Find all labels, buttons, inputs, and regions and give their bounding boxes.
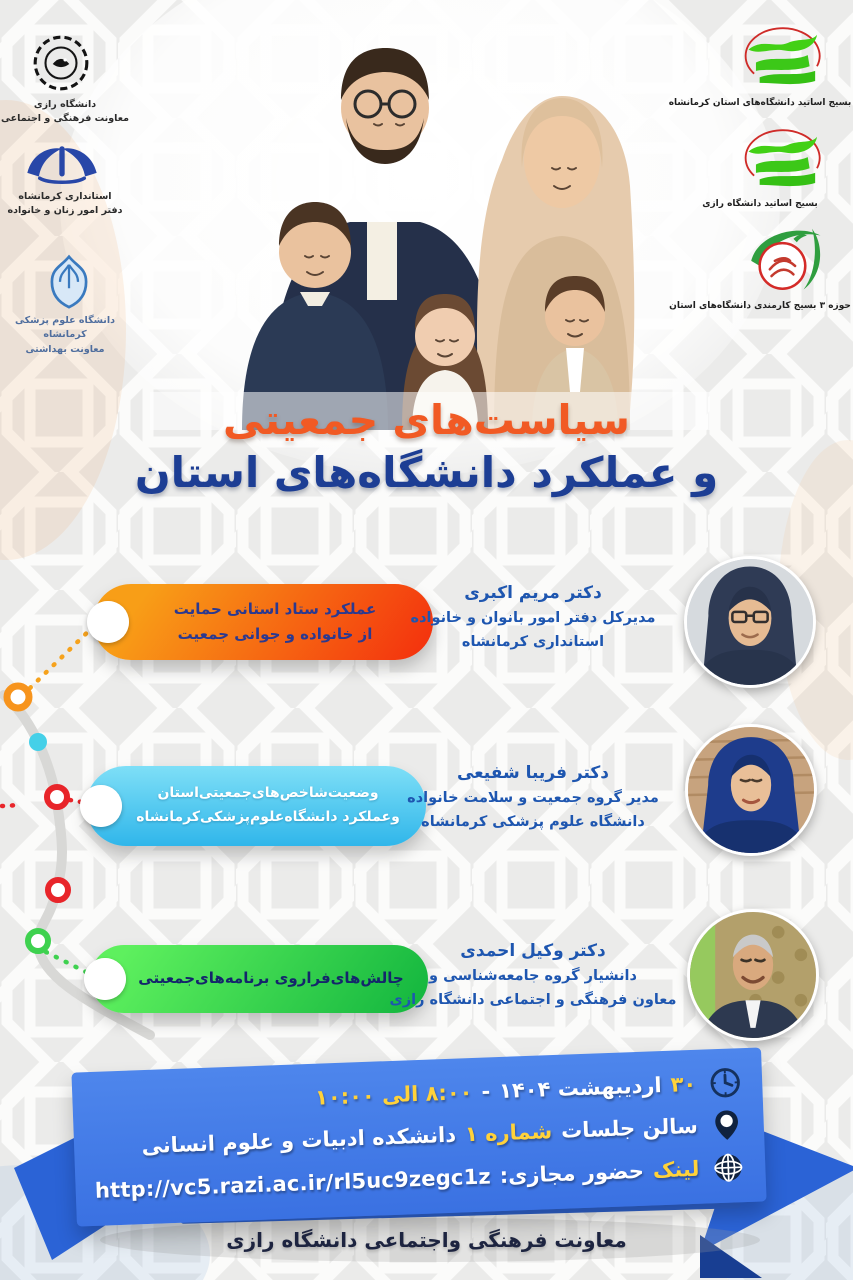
- medical-caption-line1: دانشگاه علوم پزشکی کرمانشاه: [15, 315, 115, 341]
- razi-logo-caption-line2: معاونت فرهنگی و اجتماعی: [1, 113, 129, 125]
- governorate-caption-line1: استانداری کرمانشاه: [18, 191, 112, 202]
- basij-asatid-dove-icon: [730, 122, 830, 196]
- session-2-speaker-role2: دانشگاه علوم پزشکی کرمانشاه: [421, 814, 645, 831]
- session-1-speaker-name: دکتر مریم اکبری: [464, 583, 602, 603]
- timeline-marker-cyan: [29, 733, 47, 751]
- ribbon-hole: [84, 958, 126, 1000]
- basij-asatid-razi-caption-text: بسیج اساتید دانشگاه رازی: [702, 199, 818, 209]
- session-3-topic-line1: چالش‌های‌فراروی برنامه‌های‌جمعیتی: [138, 969, 404, 988]
- session-2-topic-ribbon: [86, 766, 426, 846]
- session-1-topic-line1: عملکرد ستاد استانی حمایت: [173, 599, 377, 618]
- session-3-speaker-role2: معاون فرهنگی و اجتماعی دانشگاه رازی: [389, 992, 677, 1009]
- governorate-logo-caption: [0, 190, 130, 219]
- location-pin-icon: [709, 1107, 744, 1142]
- poster-title: [0, 396, 853, 497]
- woman-blue-hijab-photo: [688, 727, 814, 853]
- ribbon-hole: [80, 785, 122, 827]
- session-2-speaker-name: دکتر فریبا شفیعی: [456, 763, 610, 783]
- time-range: ۸:۰۰ الی ۱۰:۰۰: [314, 1079, 473, 1110]
- session-3-topic-ribbon: [90, 945, 428, 1013]
- session-2-topic-line2: وعملکرد دانشگاه‌علوم‌پزشکی‌کرمانشاه: [136, 809, 400, 825]
- razi-logo-caption: [0, 98, 130, 127]
- kermanshah-governorate-emblem: [22, 140, 102, 188]
- basij-asatid-dove-icon: [730, 20, 830, 94]
- session-1-speaker-role1: مدیرکل دفتر امور بانوان و خانواده: [410, 610, 656, 627]
- footer: [0, 1228, 853, 1252]
- timeline-marker-red: [47, 787, 67, 807]
- globe-icon: [711, 1150, 746, 1185]
- session-1-speaker-photo: [684, 556, 816, 688]
- virtual-session-link[interactable]: http://vc5.razi.ac.ir/rl5uc9zegc1z: [94, 1163, 492, 1203]
- timeline-marker-orange: [7, 686, 29, 708]
- session-2-topic-line1: وضعیت‌شاخص‌های‌جمعیتی‌استان: [157, 785, 379, 802]
- session-3-speaker-info: [388, 938, 678, 1013]
- session-1-topic-ribbon: [93, 584, 433, 660]
- date-separator: -: [480, 1078, 491, 1104]
- family-photo: [150, 0, 710, 430]
- razi-university-emblem: [30, 32, 92, 94]
- banner-date-text: [315, 1071, 697, 1109]
- timeline-marker-red: [48, 880, 68, 900]
- basij-karmandi-caption-text: حوزه ۳ بسیج کارمندی دانشگاه‌های استان: [669, 301, 851, 311]
- session-3-speaker-photo: [687, 909, 819, 1041]
- session-2-speaker-info: [388, 760, 678, 835]
- footer-organizer-text: معاونت فرهنگی واجتماعی دانشگاه رازی: [226, 1228, 627, 1252]
- venue-number: شماره ۱: [464, 1119, 553, 1147]
- basij-asatid-province-caption-text: بسیج اساتید دانشگاه‌های استان کرمانشاه: [668, 98, 852, 108]
- session-3-speaker-name: دکتر وکیل احمدی: [460, 941, 606, 961]
- woman-navy-hijab-glasses-photo: [687, 559, 813, 685]
- banner-link-text: [95, 1156, 700, 1202]
- session-2-speaker-photo: [685, 724, 817, 856]
- date-month-year: اردیبهشت ۱۴۰۴: [498, 1072, 663, 1103]
- basij-karmandi-emblem: [742, 222, 828, 298]
- link-word: لینک: [652, 1156, 700, 1182]
- medical-logo-caption: [0, 314, 130, 357]
- session-1-speaker-info: [388, 580, 678, 655]
- man-suit-photo: [690, 912, 816, 1038]
- date-day: ۳۰: [670, 1071, 697, 1097]
- governorate-caption-line2: دفتر امور زنان و خانواده: [7, 205, 123, 217]
- timeline-marker-green: [28, 931, 48, 951]
- medical-caption-line2: معاونت بهداشتی: [25, 343, 105, 355]
- session-3-speaker-role1: دانشیار گروه جامعه‌شناسی و: [429, 968, 637, 985]
- event-details-banner: [71, 1047, 766, 1226]
- poster-title-line2: و عملکرد دانشگاه‌های استان: [134, 448, 719, 497]
- session-2-speaker-role1: مدیر گروه جمعیت و سلامت خانواده: [407, 790, 659, 807]
- session-1-topic-line2: از خانواده و جوانی جمعیت: [177, 625, 373, 643]
- razi-logo-caption-line1: دانشگاه رازی: [33, 99, 97, 110]
- session-1-speaker-role2: استانداری کرمانشاه: [461, 634, 605, 651]
- venue-prefix: سالن جلسات: [560, 1113, 699, 1143]
- medical-university-emblem: [42, 252, 96, 310]
- link-label: حضور مجازی:: [499, 1158, 645, 1188]
- venue-name: دانشکده ادبیات و علوم انسانی: [141, 1122, 457, 1159]
- banner-venue-text: [141, 1114, 698, 1158]
- ribbon-hole: [87, 601, 129, 643]
- clock-icon: [708, 1065, 743, 1100]
- poster-title-line1: سیاست‌های جمعیتی: [223, 396, 630, 444]
